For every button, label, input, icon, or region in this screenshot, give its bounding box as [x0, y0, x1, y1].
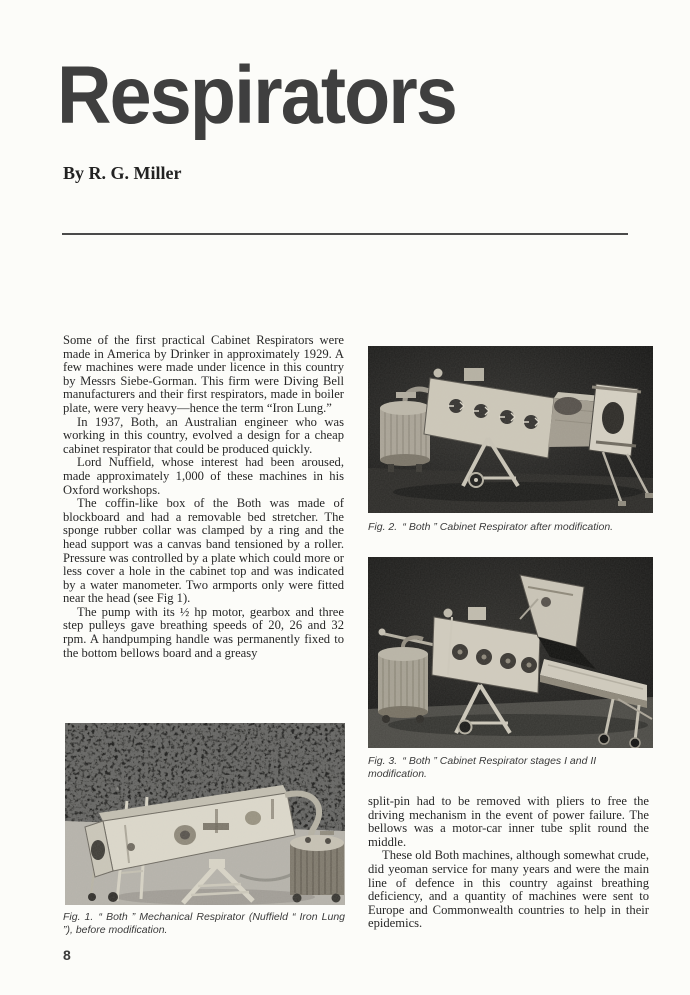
figure-1-photo	[65, 723, 345, 905]
figure-1-caption: Fig. 1. “ Both ” Mechanical Respirator (Nuffield “ Iron Lung ”), before modification.	[63, 911, 345, 936]
figure-3-caption: Fig. 3. “ Both ” Cabinet Respirator stages I and II modification.	[368, 755, 597, 780]
figure-3-photo	[368, 557, 653, 748]
divider-rule	[62, 233, 628, 235]
article-column-1	[63, 334, 344, 660]
both-respirator-stages-illustration	[368, 557, 653, 748]
both-respirator-after-modification-illustration	[368, 346, 653, 513]
byline: By R. G. Miller	[63, 163, 182, 183]
both-respirator-before-modification-illustration	[65, 723, 345, 905]
paragraph: split-pin had to be removed with pliers to free the driving mechanism in the event of power failure. The bellows was a motor-car inner tube split round the middle.	[368, 794, 649, 849]
paragraph: These old Both machines, although somewhat crude, did yeoman service for many years and were the main line of defence in this country against breathing deficiency, and a quantity of machines were sent to Europe and Commonwealth countries to help in their epidemics.	[368, 848, 649, 931]
page-title: Respirators	[57, 50, 457, 141]
article-column-2	[368, 795, 649, 931]
paragraph: In 1937, Both, an Australian engineer who was working in this country, evolved a design for a cheap cabinet respirator that could be produced quickly.	[63, 414, 344, 456]
page-number: 8	[63, 947, 71, 963]
paragraph: The pump with its ½ hp motor, gearbox and three step pulleys gave breathing speeds of 20, 26 and 32 rpm. A handpumping handle was permanently fixed to the bottom bellows board and a greasy	[63, 604, 344, 660]
figure-2-photo	[368, 346, 653, 513]
paragraph: Some of the first practical Cabinet Respirators were made in America by Drinker in approximately 1929. A few machines were made under licence in this country by Messrs Siebe-Gorman. This firm were Diving Bell manufacturers and their first respirators, made in boiler plate, were very heavy—hence the term “Iron Lung.”	[63, 333, 344, 415]
paragraph: Lord Nuffield, whose interest had been aroused, made approximately 1,000 of these machines in his Oxford workshops.	[63, 455, 344, 497]
paragraph: The coffin-like box of the Both was made of blockboard and had a removable bed stretcher. The sponge rubber collar was clamped by a ring and the head support was a canvas band tensioned by a roller. Pressure was controlled by a plate which could more or less cover a hole in the cabinet top and was indicated by a water manometer. Two armports only were fitted near the head (see Fig 1).	[63, 496, 344, 606]
figure-2-caption: Fig. 2. “ Both ” Cabinet Respirator after modification.	[368, 521, 614, 533]
